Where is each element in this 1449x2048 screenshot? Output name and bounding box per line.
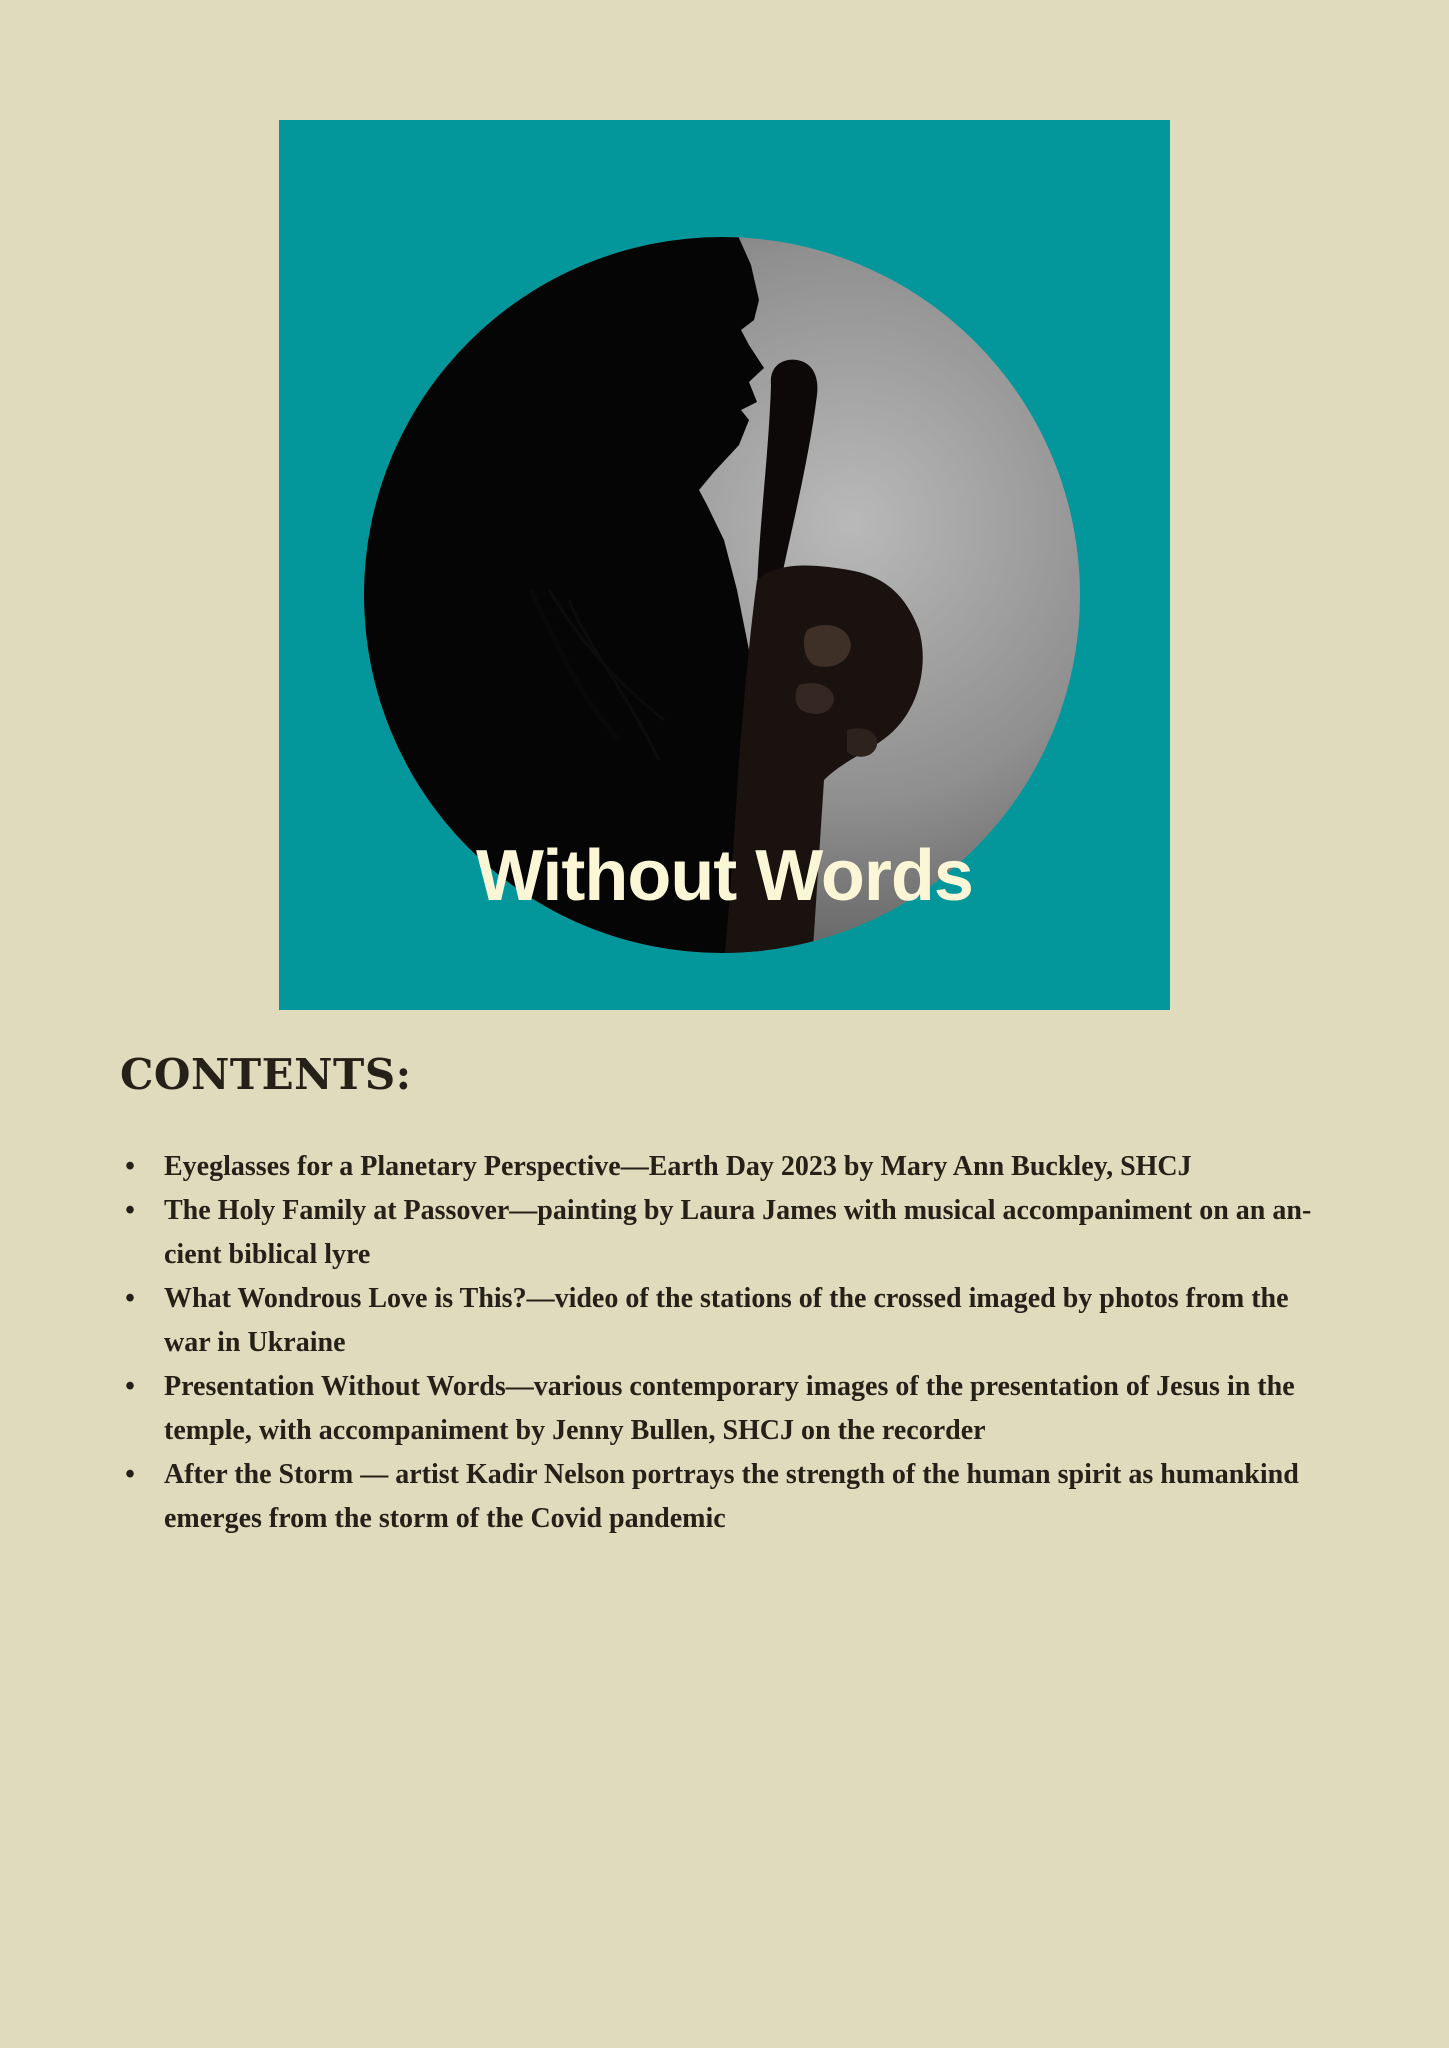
cover-image xyxy=(279,120,1170,1010)
bullet-icon: • xyxy=(125,1371,135,1402)
bullet-icon: • xyxy=(125,1151,135,1182)
list-item xyxy=(125,1277,1364,1365)
bullet-icon: • xyxy=(125,1459,135,1490)
list-item-line: After the Storm — artist Kadir Nelson portrays the strength of the human spirit as humankind xyxy=(164,1459,1299,1490)
list-item xyxy=(125,1145,1364,1189)
list-item-text xyxy=(164,1145,1364,1189)
list-item-line: What Wondrous Love is This?—video of the stations of the crossed imaged by photos from the xyxy=(164,1283,1289,1314)
list-item xyxy=(125,1453,1364,1541)
list-item xyxy=(125,1365,1364,1453)
list-item-line: war in Ukraine xyxy=(164,1327,346,1358)
list-item-line: Eyeglasses for a Planetary Perspective—Earth Day 2023 by Mary Ann Buckley, SHCJ xyxy=(164,1151,1192,1182)
contents-heading: CONTENTS: xyxy=(120,1050,412,1099)
list-item-text xyxy=(164,1365,1364,1453)
list-item xyxy=(125,1189,1364,1277)
list-item-line: The Holy Family at Passover—painting by Laura James with musical accompaniment on an an- xyxy=(164,1195,1312,1226)
list-item-line: cient biblical lyre xyxy=(164,1239,371,1270)
list-item-line: Presentation Without Words—various contemporary images of the presentation of Jesus in the xyxy=(164,1371,1295,1402)
list-item-line: temple, with accompaniment by Jenny Bullen, SHCJ on the recorder xyxy=(164,1415,986,1446)
bullet-icon: • xyxy=(125,1195,135,1226)
list-item-text xyxy=(164,1277,1364,1365)
list-item-text xyxy=(164,1189,1364,1277)
bullet-icon: • xyxy=(125,1283,135,1314)
cover-title: Without Words xyxy=(476,836,973,916)
contents-list xyxy=(120,1145,1364,1541)
list-item-line: emerges from the storm of the Covid pandemic xyxy=(164,1503,726,1534)
list-item-text xyxy=(164,1453,1364,1541)
